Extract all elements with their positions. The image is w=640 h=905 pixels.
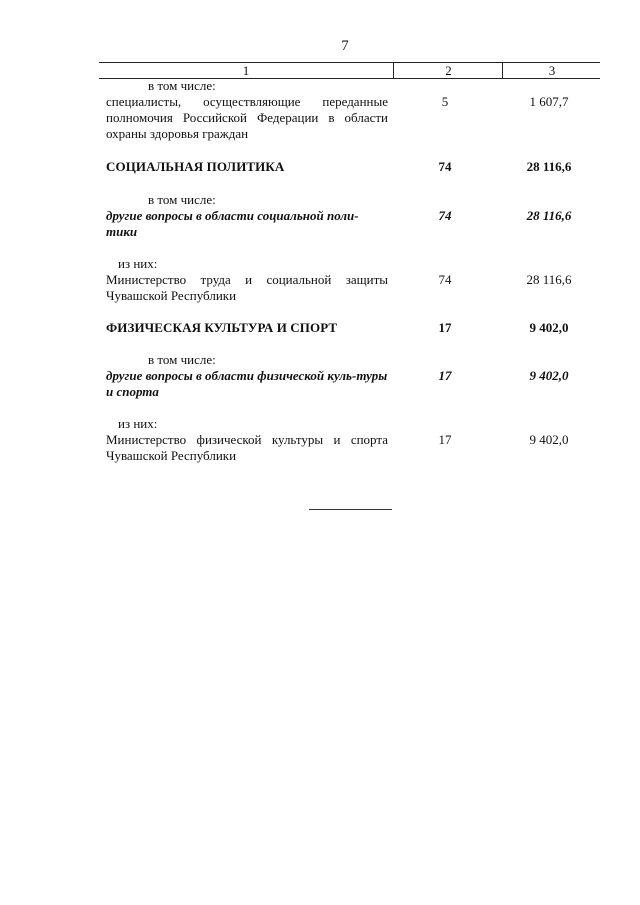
row-amount: 1 607,7 — [529, 94, 569, 109]
row-count: 74 — [438, 208, 452, 223]
row-label: Министерство труда и социальной защиты Чувашской Республики — [106, 272, 388, 303]
header-col-1: 1 — [242, 63, 250, 78]
row-label: из них: — [118, 256, 158, 271]
row-count: 5 — [441, 94, 449, 109]
row-label: из них: — [118, 416, 158, 431]
row-label: в том числе: — [148, 192, 216, 207]
page-number: 7 — [341, 38, 349, 54]
row-count: 17 — [438, 320, 452, 335]
row-label: в том числе: — [148, 352, 216, 367]
row-count: 17 — [438, 432, 452, 447]
row-count: 74 — [438, 159, 452, 174]
row-amount: 9 402,0 — [529, 320, 569, 335]
row-label: другие вопросы в области социальной поли-тики — [106, 208, 359, 239]
row-amount: 9 402,0 — [529, 368, 569, 383]
table-header — [99, 62, 600, 79]
row-label: в том числе: — [148, 78, 216, 93]
row-amount: 28 116,6 — [526, 159, 572, 174]
header-col-3: 3 — [502, 63, 601, 78]
row-amount: 28 116,6 — [526, 272, 572, 287]
row-count: 17 — [438, 368, 452, 383]
row-label: специалисты, осуществляющие переданные полномочия Российской Федерации в области охраны здоровья граждан — [106, 94, 388, 141]
end-divider — [309, 509, 392, 510]
row-label: Министерство физической культуры и спорта Чувашской Республики — [106, 432, 388, 463]
section-heading: ФИЗИЧЕСКАЯ КУЛЬТУРА И СПОРТ — [106, 320, 338, 335]
section-heading: СОЦИАЛЬНАЯ ПОЛИТИКА — [106, 159, 285, 174]
header-col-2: 2 — [393, 63, 503, 78]
row-count: 74 — [438, 272, 452, 287]
row-amount: 28 116,6 — [526, 208, 572, 223]
row-amount: 9 402,0 — [529, 432, 569, 447]
row-label: другие вопросы в области физической куль-туры и спорта — [106, 368, 388, 399]
